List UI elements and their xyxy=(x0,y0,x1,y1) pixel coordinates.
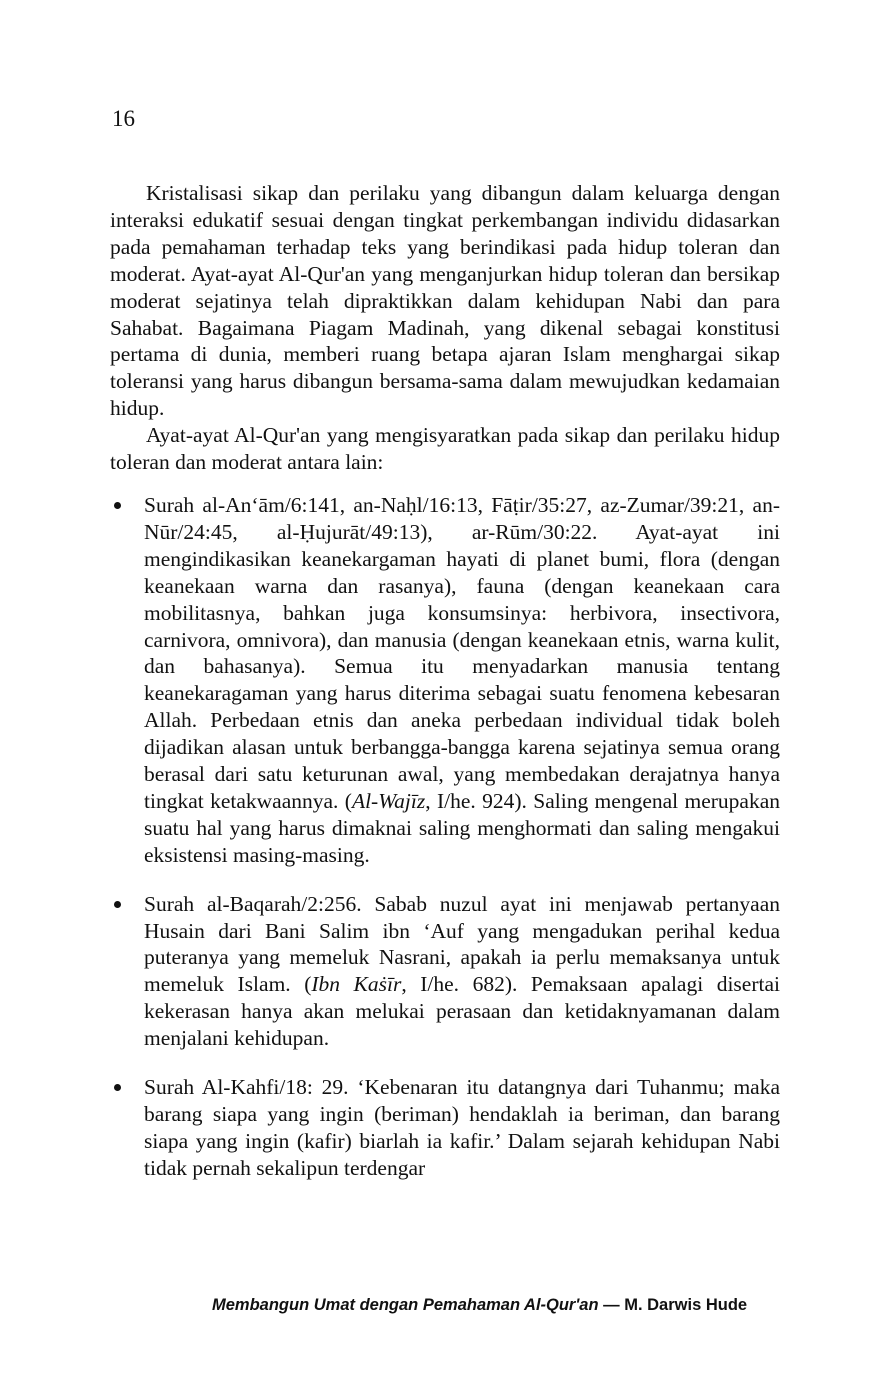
list-item-text-start: Surah Al-Kahfi/18: 29. ‘Kebenaran itu datangnya dari Tuhanmu; maka barang siapa yang ingin (beriman) hendaklah ia beriman, dan barang siapa yang ingin (kafir) biarlah ia kafir.’ Dalam sejarah kehidupan Nabi tidak pernah sekalipun terdengar xyxy=(144,1075,780,1180)
page-number: 16 xyxy=(112,106,135,131)
paragraph-list-intro: Ayat-ayat Al-Qur'an yang mengisyaratkan pada sikap dan perilaku hidup toleran dan moderat antara lain: xyxy=(110,423,780,475)
list-item-text xyxy=(144,891,780,1052)
book-title: Membangun Umat dengan Pemahaman Al-Qur'an xyxy=(212,1296,599,1314)
list-item-text-start: Surah al-Baqarah/2:256. Sabab nuzul ayat ini menjawab pertanyaan Husain dari Bani Salim ibn ‘Auf yang mengadukan perihal kedua puteranya yang memeluk Nasrani, apakah ia perlu memaksanya untuk memeluk Islam. ( xyxy=(144,891,780,997)
list-item xyxy=(110,492,780,869)
citation-title: Al-Wajīz xyxy=(351,788,426,813)
list-item-text-start: Surah al-An‘ām/6:141, an-Naḥl/16:13, Fāṭir/35:27, az-Zumar/39:21, an-Nūr/24:45, al-Ḥujurāt/49:13), ar-Rūm/30:22. Ayat-ayat ini mengindikasikan keanekargaman hayati di planet bumi, flora (dengan keanekaan warna dan rasanya), fauna (dengan keanekaan cara mobilitasnya, bahkan juga konsumsinya: herbivora, insectivora, carnivora, omnivora), dan manusia (dengan keanekaan etnis, warna kulit, dan bahasanya). Semua itu menyadarkan manusia tentang keanekaragaman yang harus diterima sebagai suatu fenomena kebesaran Allah. Perbedaan etnis dan aneka perbedaan individual tidak boleh dijadikan alasan untuk berbangga-bangga karena sejatinya semua orang berasal dari satu keturunan awal, yang membedakan derajatnya hanya tingkat ketakwaannya. ( xyxy=(144,492,780,813)
verse-list xyxy=(110,492,780,1182)
body-text xyxy=(110,180,780,1204)
list-item-text xyxy=(144,1074,780,1182)
list-item-text-end: , I/he. 682). Pemaksaan apalagi disertai kekerasan hanya akan melukai perasaan dan ketidaknyamanan dalam menjalani kehidupan. xyxy=(144,972,780,1051)
footer-separator: — xyxy=(598,1296,625,1314)
running-footer xyxy=(212,1296,747,1315)
list-item xyxy=(110,1074,780,1182)
list-item-text-end: , I/he. 924). Saling mengenal merupakan suatu hal yang harus dimaknai saling menghormati dan saling mengakui eksistensi masing-masing. xyxy=(144,788,780,867)
list-item-text xyxy=(144,492,780,869)
list-item xyxy=(110,891,780,1052)
author-name: M. Darwis Hude xyxy=(624,1296,748,1314)
citation-title: Ibn Kaṡīr xyxy=(311,972,402,997)
paragraph-intro: Kristalisasi sikap dan perilaku yang dibangun dalam keluarga dengan interaksi edukatif sesuai dengan tingkat perkembangan individu didasarkan pada pemahaman terhadap teks yang berindikasi pada hidup toleran dan moderat. Ayat-ayat Al-Qur'an yang menganjurkan hidup toleran dan bersikap moderat sejatinya telah dipraktikkan dalam kehidupan Nabi dan para Sahabat. Bagaimana Piagam Madinah, yang dikenal sebagai konstitusi pertama di dunia, memberi ruang betapa ajaran Islam menghargai sikap toleransi yang harus dibangun bersama-sama dalam mewujudkan kedamaian hidup. xyxy=(110,181,780,421)
